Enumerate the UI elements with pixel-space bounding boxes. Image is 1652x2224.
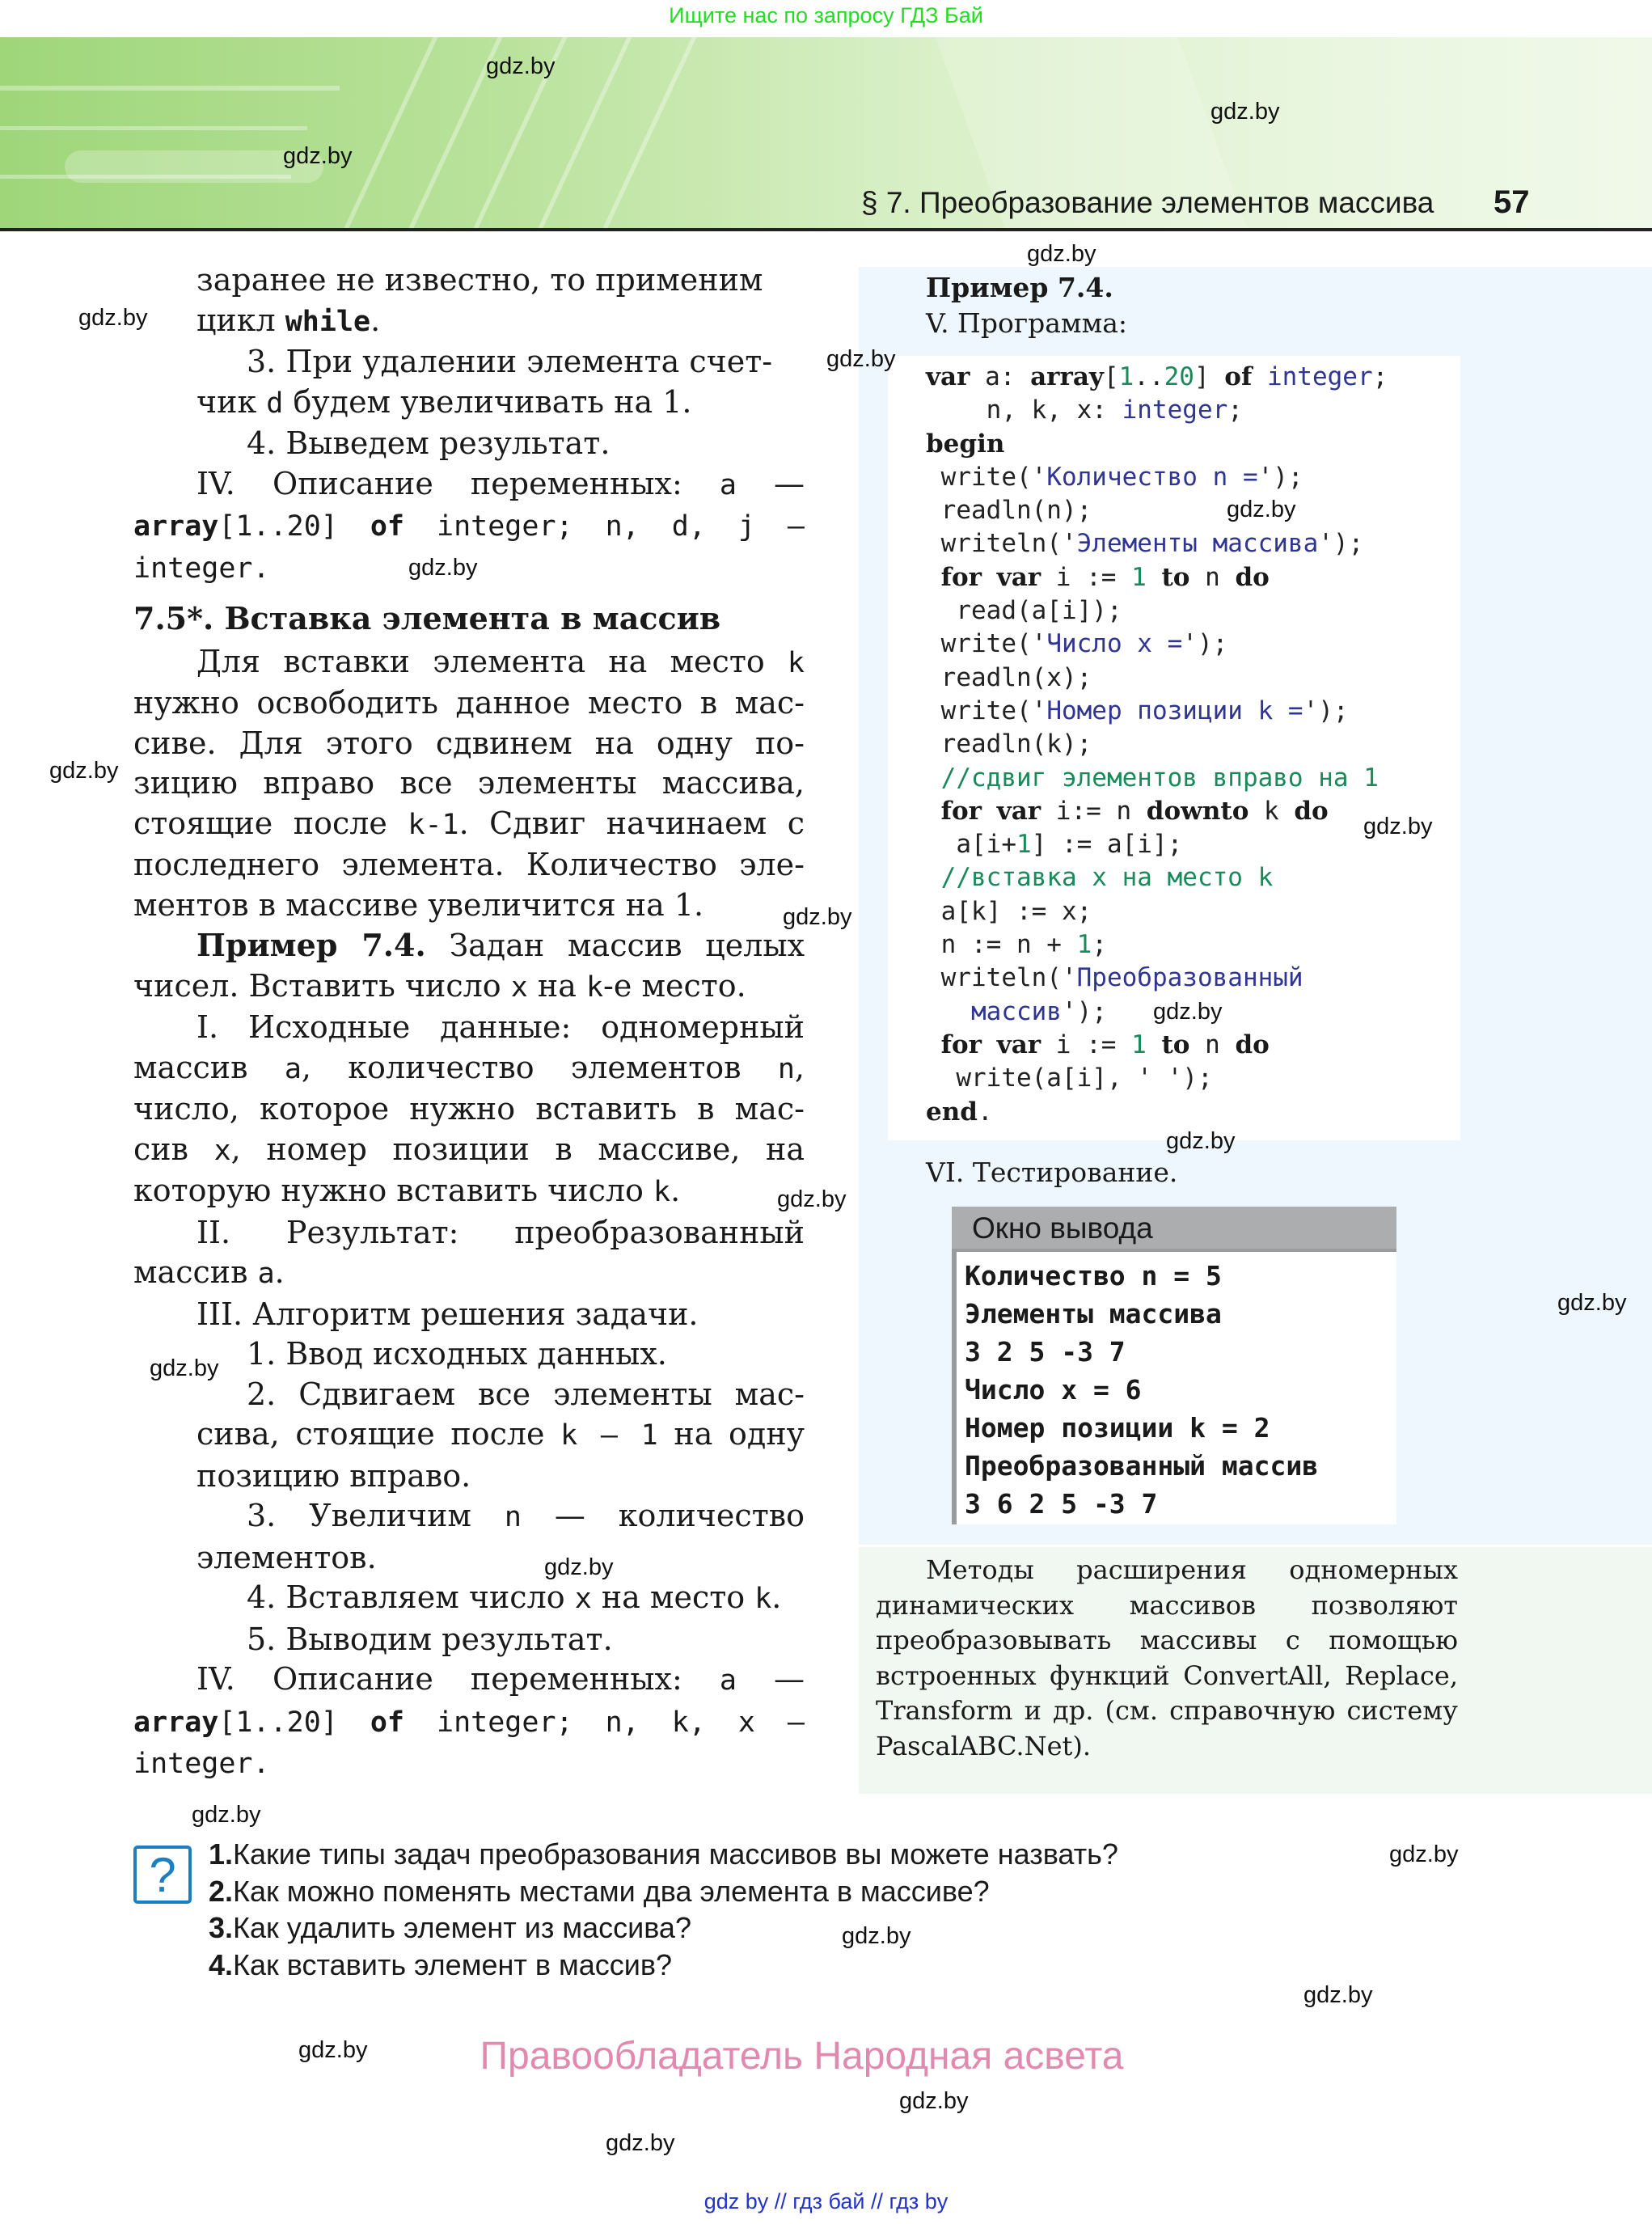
watermark: gdz.by xyxy=(1153,999,1223,1025)
vars-description: IV. Описание переменных: a — xyxy=(196,1661,805,1697)
algo-step-cont: сива, стоящие после k – 1 на одну xyxy=(196,1416,805,1452)
code-line: write('Количество n ='); xyxy=(926,462,1303,492)
example-title: Пример 7.4. xyxy=(926,272,1113,303)
algorithm-title: III. Алгоритм решения задачи. xyxy=(196,1296,699,1332)
watermark: gdz.by xyxy=(78,305,148,331)
code-line: n, k, x: integer; xyxy=(926,395,1243,425)
footer-links[interactable]: gdz by // гдз бай // гдз by xyxy=(703,2189,949,2213)
paragraph: стоящие после k-1. Сдвиг начинаем с xyxy=(133,805,805,841)
watermark: gdz.by xyxy=(408,555,478,581)
code-line: for var i:= n downto k do xyxy=(940,796,1329,826)
watermark: gdz.by xyxy=(826,346,896,372)
watermark: gdz.by xyxy=(49,758,119,784)
input-data: сив x, номер позиции в массиве, на xyxy=(133,1131,805,1167)
result-description: массив a. xyxy=(133,1254,285,1290)
code-line: begin xyxy=(926,429,1005,459)
vars-description: integer. xyxy=(133,1748,270,1780)
input-data: число, которое нужно вставить в мас- xyxy=(133,1091,805,1127)
code-line: readln(n); xyxy=(926,496,1092,526)
watermark: gdz.by xyxy=(777,1186,847,1212)
code-line: //вставка x на место k xyxy=(940,863,1274,893)
code-line: write('Номер позиции k ='); xyxy=(926,696,1349,725)
code-line: readln(x); xyxy=(926,662,1092,692)
algo-step: 3. Увеличим n — количество xyxy=(247,1498,805,1533)
code-line: writeln('Элементы массива'); xyxy=(926,529,1364,559)
algo-step-cont: чик d будем увеличивать на 1. xyxy=(196,383,692,420)
watermark: gdz.by xyxy=(486,53,556,79)
left-column xyxy=(133,260,805,1785)
watermark: gdz.by xyxy=(283,143,353,169)
watermark: gdz.by xyxy=(1166,1128,1236,1154)
paragraph: Для вставки элемента на место k xyxy=(196,643,805,679)
output-line: Элементы массива xyxy=(965,1298,1222,1330)
program-label: V. Программа: xyxy=(926,307,1128,339)
code-line: var a: array[1..20] of integer; xyxy=(926,362,1388,391)
result-description: II. Результат: преобразованный xyxy=(196,1214,805,1250)
paragraph: зицию вправо все элементы массива, xyxy=(133,765,805,801)
top-search-notice: Ищите нас по запросу ГДЗ Бай xyxy=(669,3,983,27)
algo-step-cont: элементов. xyxy=(196,1539,377,1575)
code-line: readln(k); xyxy=(926,729,1092,759)
algo-step: 3. При удалении элемента счет- xyxy=(247,344,773,379)
watermark: gdz.by xyxy=(1557,1290,1627,1316)
watermark: gdz.by xyxy=(783,904,852,930)
output-window-title: Окно вывода xyxy=(952,1207,1396,1249)
algo-step: 2. Сдвигаем все элементы мас- xyxy=(247,1376,805,1412)
algo-step: 5. Выводим результат. xyxy=(247,1621,613,1657)
paragraph: ментов в массиве увеличится на 1. xyxy=(133,886,704,923)
code-line: //сдвиг элементов вправо на 1 xyxy=(940,763,1379,793)
output-window xyxy=(952,1207,1396,1524)
output-line: 3 6 2 5 -3 7 xyxy=(965,1488,1158,1520)
watermark: gdz.by xyxy=(1027,241,1096,267)
watermark: gdz.by xyxy=(1227,497,1296,522)
code-line: writeln('Преобразованный xyxy=(926,963,1303,993)
watermark: gdz.by xyxy=(150,1355,219,1381)
code-line: массив'); xyxy=(926,996,1107,1026)
code-line: write('Число x ='); xyxy=(926,629,1228,659)
input-data: массив a, количество элементов n, xyxy=(133,1049,805,1085)
vars-description: integer. xyxy=(133,552,270,585)
output-line: Преобразованный массив xyxy=(965,1450,1319,1482)
testing-label: VI. Тестирование. xyxy=(926,1156,1178,1188)
watermark: gdz.by xyxy=(606,2130,675,2156)
input-data: которую нужно вставить число k. xyxy=(133,1173,681,1208)
page-number: 57 xyxy=(1494,184,1530,220)
vars-description: IV. Описание переменных: a — xyxy=(196,465,805,501)
watermark: gdz.by xyxy=(1363,814,1433,839)
algo-step: 1. Ввод исходных данных. xyxy=(247,1336,667,1372)
output-line: Количество n = 5 xyxy=(965,1260,1222,1292)
watermark: gdz.by xyxy=(1210,99,1280,125)
paragraph: заранее не известно, то применим xyxy=(196,262,763,298)
code-line: n := n + 1; xyxy=(926,930,1107,960)
example-statement: чисел. Вставить число x на k-е место. xyxy=(133,967,746,1004)
example-statement: Пример 7.4. Задан массив целых xyxy=(196,927,805,963)
note-text: Методы расширения одномерных динамических массивов позволяют преобразовывать массивы с помощью встроенных функций ConvertAll, Replace, Transform и др. (см. справочную систему PascalABC.Net). xyxy=(876,1554,1458,1761)
question-item: 1.Какие типы задач преобразования массивов вы можете назвать? xyxy=(209,1837,1118,1871)
code-line: a[k] := x; xyxy=(926,896,1092,926)
paragraph: сиве. Для этого сдвинем на одну по- xyxy=(133,725,805,761)
code-line: for var i := 1 to n do xyxy=(940,1030,1270,1059)
code-line: a[i+1] := a[i]; xyxy=(926,830,1183,860)
code-line: for var i := 1 to n do xyxy=(940,562,1270,592)
output-line: 3 2 5 -3 7 xyxy=(965,1336,1126,1368)
paragraph: нужно освободить данное место в мас- xyxy=(133,685,805,721)
copyright-notice: Правообладатель Народная асвета xyxy=(480,2035,1124,2078)
algo-step: 4. Вставляем число x на место k. xyxy=(247,1579,782,1615)
watermark: gdz.by xyxy=(842,1923,911,1949)
watermark: gdz.by xyxy=(192,1802,261,1828)
output-window-body xyxy=(952,1249,1396,1524)
watermark: gdz.by xyxy=(544,1554,614,1580)
question-item: 2.Как можно поменять местами два элемента в массиве? xyxy=(209,1874,990,1908)
vars-description: array[1..20] of integer; n, d, j — xyxy=(133,510,805,543)
code-line: write(a[i], ' '); xyxy=(926,1063,1213,1093)
code-line: end. xyxy=(926,1097,993,1127)
chapter-title: § 7. Преобразование элементов массива xyxy=(861,186,1434,219)
code-line: read(a[i]); xyxy=(926,596,1122,626)
paragraph: цикл while. xyxy=(196,302,381,338)
vars-description: array[1..20] of integer; n, k, x — xyxy=(133,1706,805,1739)
output-line: Номер позиции k = 2 xyxy=(965,1412,1270,1444)
watermark: gdz.by xyxy=(298,2037,368,2063)
watermark: gdz.by xyxy=(1389,1841,1459,1867)
question-mark-icon: ? xyxy=(133,1846,192,1904)
question-item: 3.Как удалить элемент из массива? xyxy=(209,1911,691,1944)
output-line: Число x = 6 xyxy=(965,1374,1142,1406)
review-questions xyxy=(209,1836,1118,1983)
algo-step: 4. Выведем результат. xyxy=(247,425,611,461)
header-divider xyxy=(0,228,1652,231)
section-title: 7.5*. Вставка элемента в массив xyxy=(133,600,721,636)
algo-step-cont: позицию вправо. xyxy=(196,1457,471,1494)
watermark: gdz.by xyxy=(1303,1982,1373,2008)
paragraph: последнего элемента. Количество эле- xyxy=(133,847,805,882)
question-item: 4.Как вставить элемент в массив? xyxy=(209,1947,672,1981)
input-data: I. Исходные данные: одномерный xyxy=(196,1009,805,1045)
watermark: gdz.by xyxy=(899,2088,969,2114)
